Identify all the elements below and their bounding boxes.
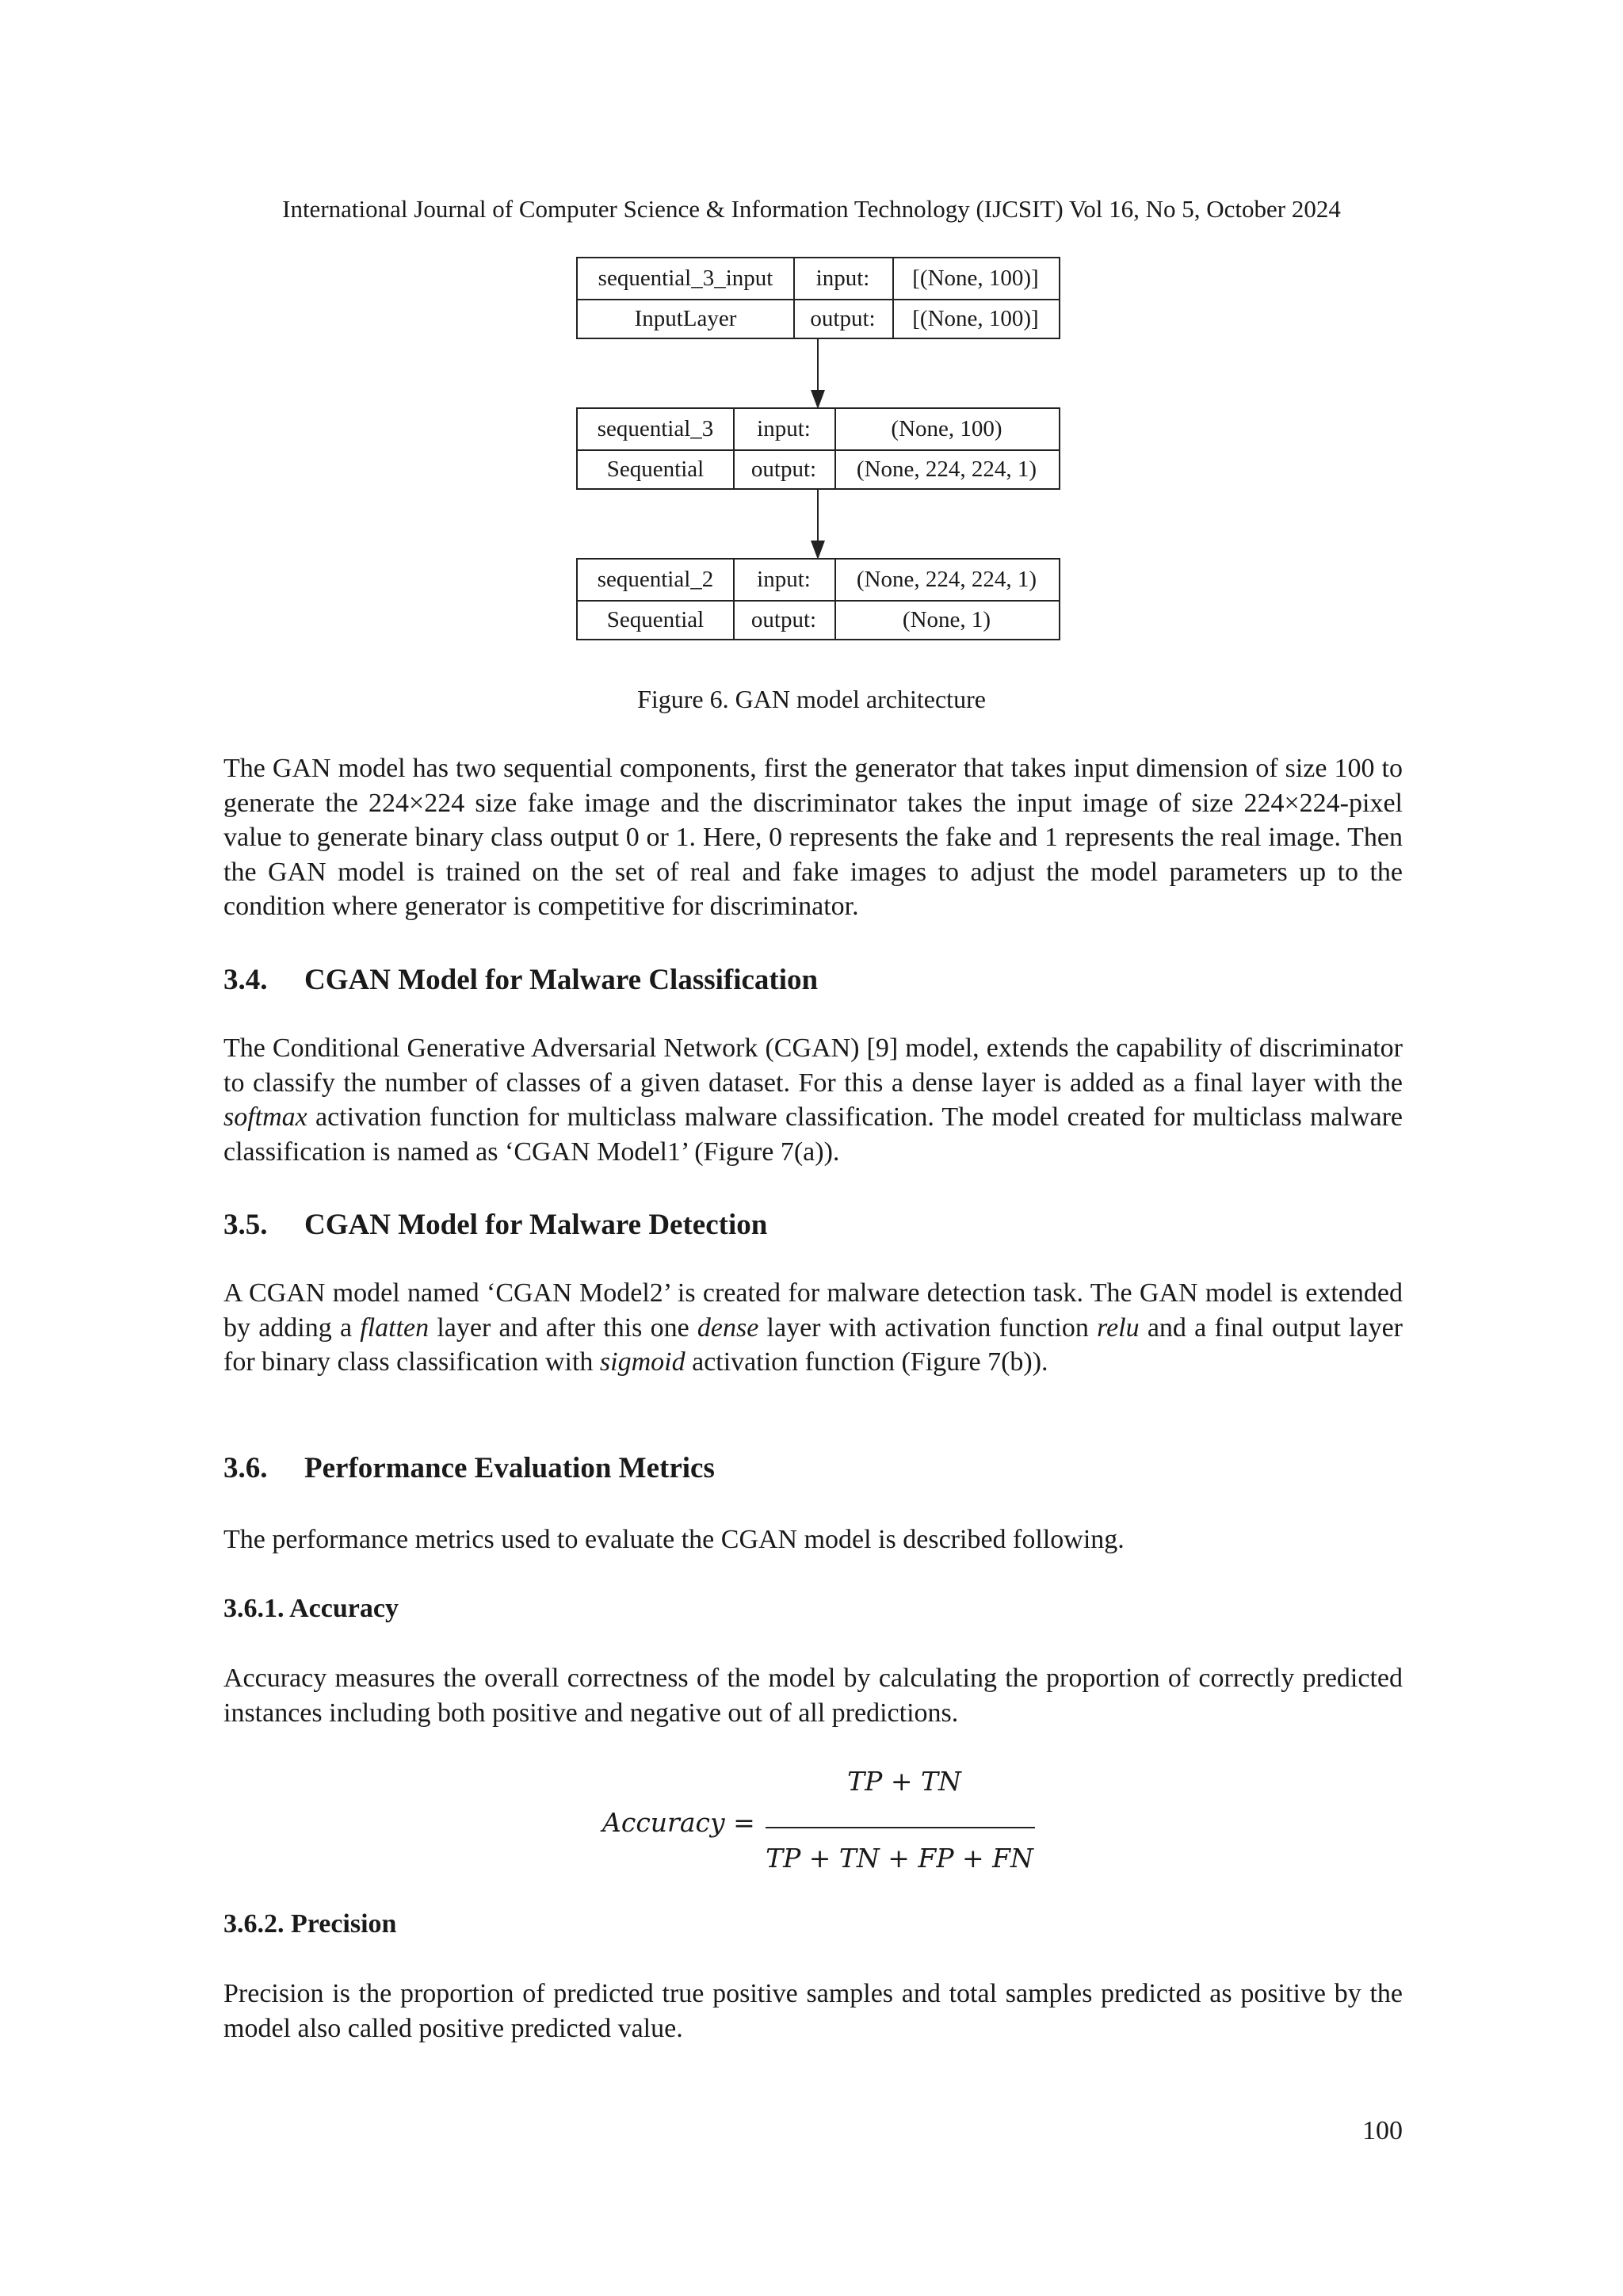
accuracy-paragraph: Accuracy measures the overall correctness of the model by calculating the proportion of correctly predicted instances including both positive and negative out of all predictions. <box>223 1664 1403 1728</box>
cgan-classification-paragraph: The Conditional Generative Adversarial Network (CGAN) [9] model, extends the capability of discriminator to classify the number of classes of a given dataset. For this a dense layer is added as a final layer with the softmax activation function for multiclass malware classification. The model created for multiclass malware classification is named as ‘CGAN Model1’ (Figure 7(a)). <box>223 1033 1403 1167</box>
formula-denominator: TP + TN + FP + FN <box>766 1843 1033 1874</box>
subsection-heading-precision: 3.6.2. Precision <box>223 1909 397 1939</box>
section-number: 3.4. <box>223 964 268 996</box>
section-heading-3-4 <box>223 962 818 999</box>
layer-block-discriminator <box>576 558 1060 640</box>
gan-paragraph: The GAN model has two sequential components, first the generator that takes input dimension of size 100 to generate the 224×224 size fake image and the discriminator takes the input image of size 224×224-pixel value to generate binary class output 0 or 1. Here, 0 represents the fake and 1 represents the real image. Then the GAN model is trained on the set of real and fake images to adjust the model parameters up to the condition where generator is competitive for discriminator. <box>223 754 1403 921</box>
output-label: output: <box>750 607 817 632</box>
output-shape: (None, 224, 224, 1) <box>856 457 1037 482</box>
output-label: output: <box>750 457 817 482</box>
layer-type: Sequential <box>606 457 705 482</box>
subsection-heading-accuracy: 3.6.1. Accuracy <box>223 1594 399 1623</box>
page-number: 100 <box>1362 2116 1403 2145</box>
gan-architecture-diagram <box>0 0 1623 666</box>
formula-lhs: Accuracy = <box>602 1807 755 1838</box>
section-heading-3-6 <box>223 1450 715 1487</box>
section-title: Performance Evaluation Metrics <box>304 1452 715 1484</box>
fraction-bar <box>766 1827 1035 1828</box>
section-number: 3.6. <box>223 1452 268 1484</box>
running-header: International Journal of Computer Science & Information Technology (IJCSIT) Vol 16, No 5, October 2024 <box>282 195 1341 223</box>
input-shape: (None, 100) <box>891 416 1002 441</box>
arrow-head-icon <box>811 390 825 409</box>
section-title: CGAN Model for Malware Detection <box>304 1209 768 1241</box>
input-label: input: <box>757 416 811 441</box>
input-shape: (None, 224, 224, 1) <box>856 567 1037 592</box>
metrics-paragraph: The performance metrics used to evaluate the CGAN model is described following. <box>223 1525 1125 1554</box>
output-shape: [(None, 100)] <box>912 306 1039 331</box>
accuracy-formula <box>0 1766 1623 1885</box>
layer-name: sequential_3 <box>597 416 714 441</box>
input-shape: [(None, 100)] <box>912 266 1039 291</box>
layer-block-input <box>576 257 1060 339</box>
output-label: output: <box>810 306 876 331</box>
formula-numerator: TP + TN <box>847 1766 961 1797</box>
arrow-head-icon <box>811 541 825 560</box>
section-number: 3.5. <box>223 1209 268 1241</box>
layer-name: sequential_2 <box>597 567 714 592</box>
section-title: CGAN Model for Malware Classification <box>304 964 819 996</box>
cgan-detection-paragraph: A CGAN model named ‘CGAN Model2’ is created for malware detection task. The GAN model is extended by adding a flatten layer and after this one dense layer with activation function relu and a final output layer for binary class classification with sigmoid activation function (Figure 7(b)). <box>223 1278 1403 1377</box>
layer-type: Sequential <box>606 607 705 632</box>
layer-name: sequential_3_input <box>598 266 773 291</box>
precision-paragraph: Precision is the proportion of predicted true positive samples and total samples predicted as positive by the model also called positive predicted value. <box>223 1979 1403 2043</box>
flow-arrow <box>817 339 819 392</box>
output-shape: (None, 1) <box>902 607 991 632</box>
section-heading-3-5 <box>223 1207 767 1244</box>
layer-block-generator <box>576 407 1060 490</box>
figure-caption: Figure 6. GAN model architecture <box>637 685 986 713</box>
input-label: input: <box>757 567 811 592</box>
layer-type: InputLayer <box>634 306 737 331</box>
input-label: input: <box>815 266 870 291</box>
flow-arrow <box>817 490 819 542</box>
